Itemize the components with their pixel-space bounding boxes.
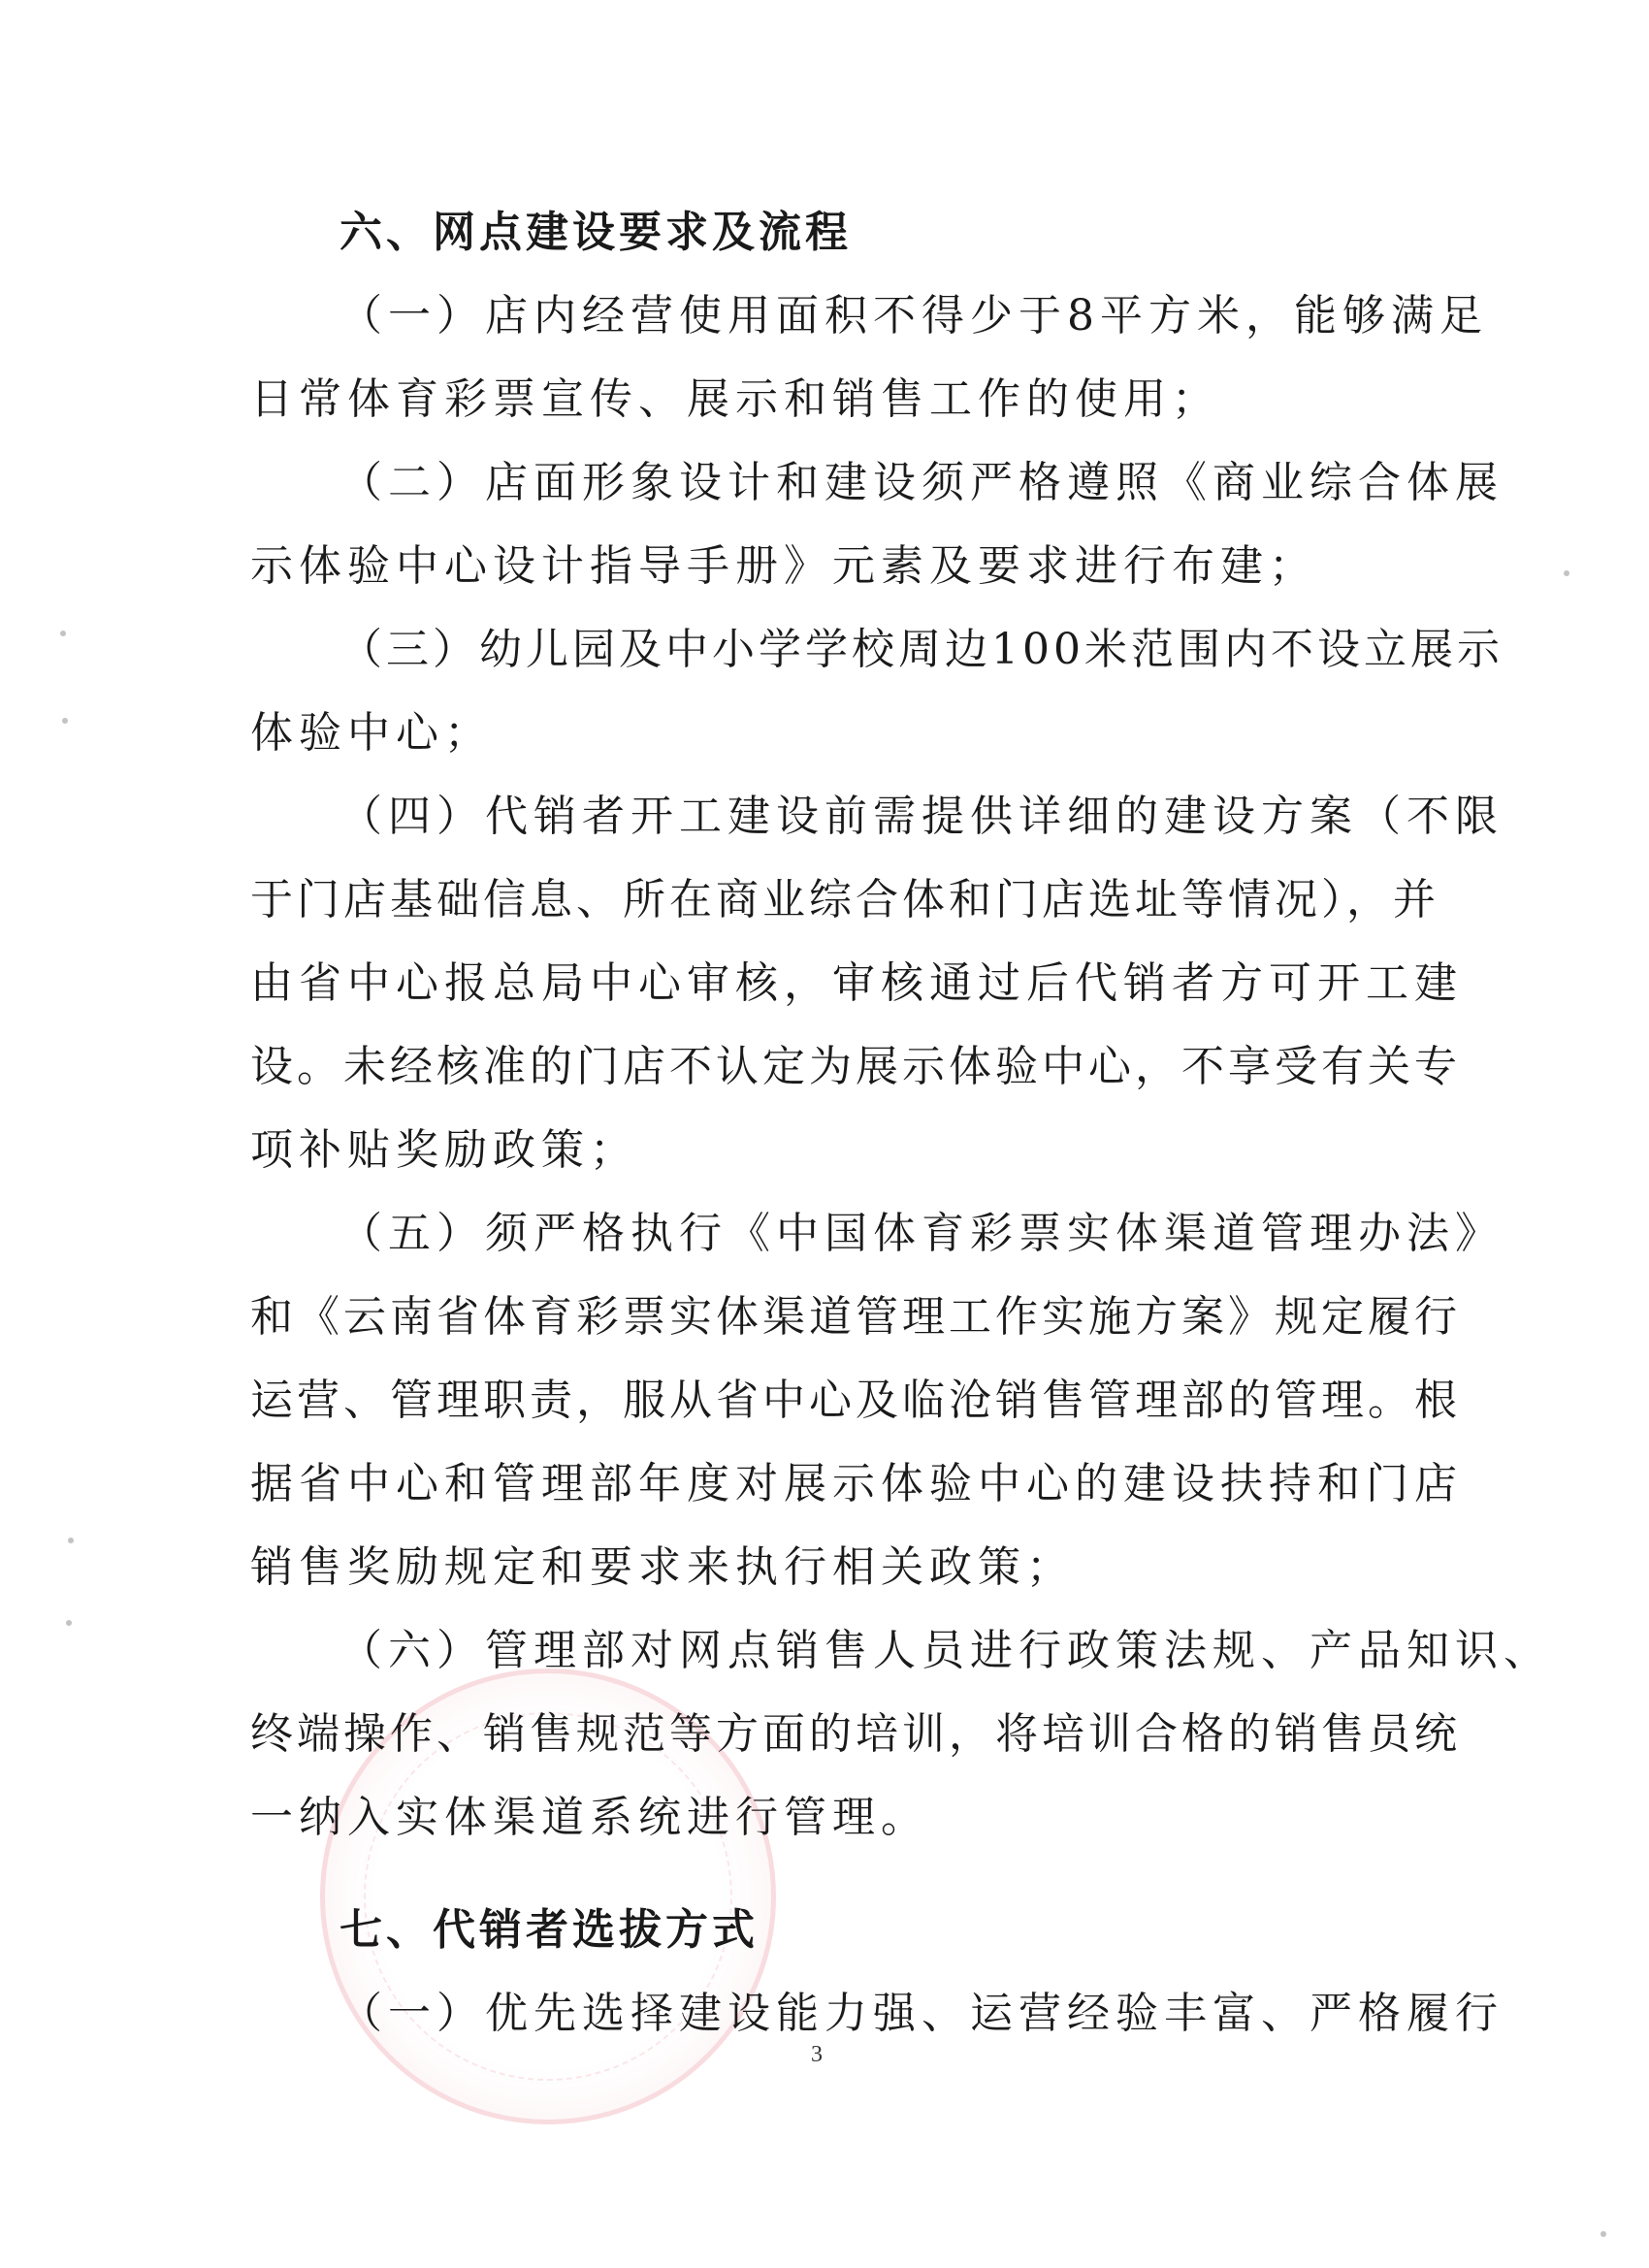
paragraph-line: （三）幼儿园及中小学学校周边100米范围内不设立展示 bbox=[340, 625, 1504, 674]
paragraph-line: （二）店面形象设计和建设须严格遵照《商业综合体展 bbox=[340, 458, 1504, 507]
paragraph-line: 由省中心报总局中心审核，审核通过后代销者方可开工建 bbox=[250, 958, 1463, 1008]
paragraph-line: （一）店内经营使用面积不得少于8平方米，能够满足 bbox=[340, 291, 1488, 340]
paragraph-line: 项补贴奖励政策； bbox=[250, 1125, 638, 1175]
paragraph-line: 于门店基础信息、所在商业综合体和门店选址等情况），并 bbox=[250, 875, 1439, 924]
scan-speck bbox=[60, 631, 66, 636]
scan-speck bbox=[1600, 2231, 1606, 2237]
scan-speck bbox=[1564, 570, 1569, 576]
page-number: 3 bbox=[811, 2042, 823, 2067]
section-heading-7: 七、代销者选拔方式 bbox=[340, 1905, 759, 1955]
paragraph-line: 据省中心和管理部年度对展示体验中心的建设扶持和门店 bbox=[250, 1459, 1463, 1508]
paragraph-line: （一）优先选择建设能力强、运营经验丰富、严格履行 bbox=[340, 1989, 1504, 2038]
paragraph-line: 示体验中心设计指导手册》元素及要求进行布建； bbox=[250, 541, 1317, 591]
paragraph-line: （五）须严格执行《中国体育彩票实体渠道管理办法》 bbox=[340, 1209, 1504, 1258]
section-heading-6: 六、网点建设要求及流程 bbox=[340, 208, 852, 257]
paragraph-line: （四）代销者开工建设前需提供详细的建设方案（不限 bbox=[340, 792, 1504, 841]
paragraph-line: 日常体育彩票宣传、展示和销售工作的使用； bbox=[250, 374, 1220, 424]
scan-speck bbox=[66, 1620, 72, 1626]
paragraph-line: 终端操作、销售规范等方面的培训，将培训合格的销售员统 bbox=[250, 1709, 1461, 1759]
paragraph-line: 和《云南省体育彩票实体渠道管理工作实施方案》规定履行 bbox=[250, 1292, 1461, 1342]
scan-speck bbox=[62, 718, 68, 724]
paragraph-line: 体验中心； bbox=[250, 708, 493, 758]
paragraph-line: 一纳入实体渠道系统进行管理。 bbox=[250, 1793, 929, 1842]
paragraph-line: 运营、管理职责，服从省中心及临沧销售管理部的管理。根 bbox=[250, 1376, 1461, 1425]
scan-speck bbox=[68, 1538, 74, 1543]
paragraph-line: 销售奖励规定和要求来执行相关政策； bbox=[250, 1542, 1075, 1592]
paragraph-line: （六）管理部对网点销售人员进行政策法规、产品知识、 bbox=[340, 1626, 1552, 1675]
paragraph-line: 设。未经核准的门店不认定为展示体验中心，不享受有关专 bbox=[250, 1042, 1461, 1091]
